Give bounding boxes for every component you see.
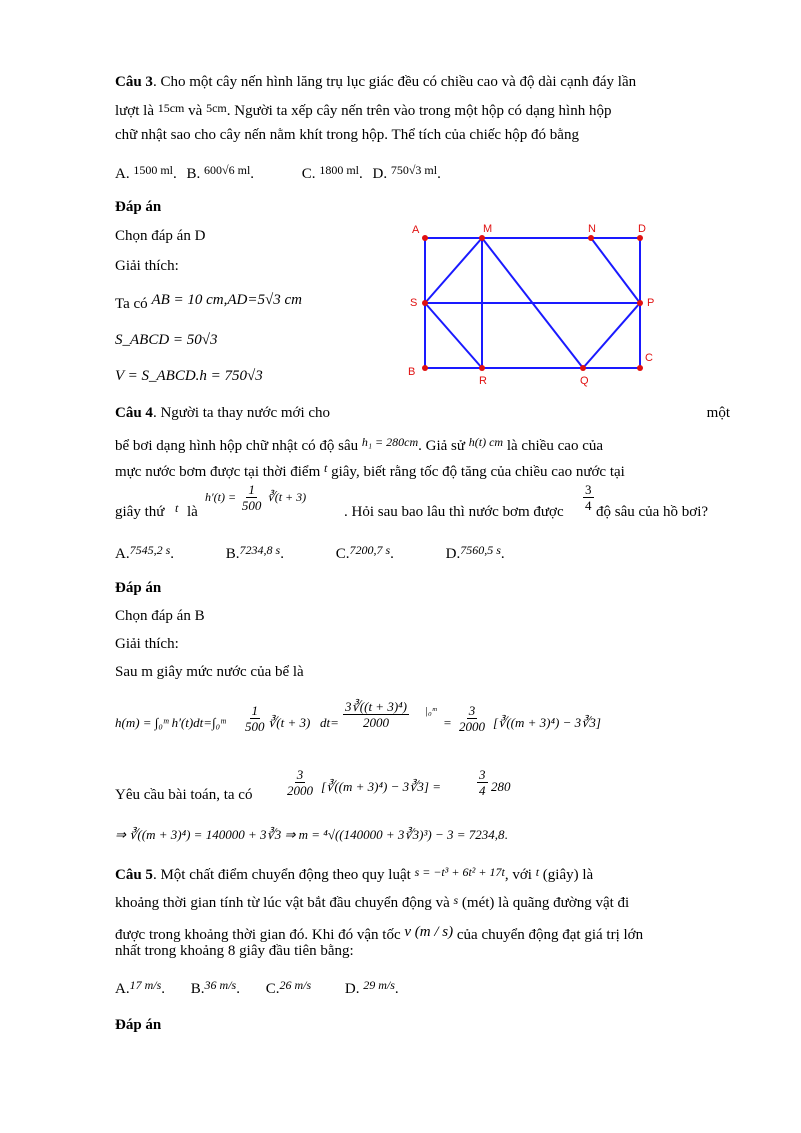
point-a: [422, 235, 428, 241]
q4-int-rhs: [∛((m + 3)⁴) − 3∛3]: [493, 715, 601, 730]
q4-option-d-label: D.: [445, 546, 461, 562]
q5-option-b: 36 m/s: [204, 978, 237, 992]
q4-int-bounds: |₀ᵐ: [425, 705, 437, 717]
q5-option-c-label: C.: [265, 981, 280, 997]
q4-option-c-label: C.: [335, 546, 350, 562]
segment-np: [591, 238, 640, 303]
q3-option-c-label: C.: [301, 166, 316, 182]
label-d: D: [638, 223, 646, 235]
q5-title: Câu 5: [115, 867, 153, 883]
q3-height: 15cm: [157, 101, 185, 115]
point-m: [479, 235, 485, 241]
q4-text-4d: độ sâu của hồ bơi?: [596, 504, 709, 520]
q4-req-frac-num: 3: [296, 767, 304, 782]
q4-text-4c: . Hỏi sau bao lâu thì nước bơm được: [344, 504, 564, 520]
q3-choose: Chọn đáp án D: [115, 228, 206, 244]
q4-int-mid: dt=: [320, 715, 339, 730]
q4-int-frac1-den: 500: [245, 719, 265, 734]
q4-req-frac: [285, 767, 315, 798]
q4-final-eq: ⇒ ∛((m + 3)⁴) = 140000 + 3∛3 ⇒ m = ⁴√((140000 + 3∛3)³) − 3 = 7234,8.: [115, 827, 508, 842]
q3-title: Câu 3: [115, 74, 153, 90]
q3-text-1: . Cho một cây nến hình lăng trụ lục giác đều có chiều cao và độ dài cạnh đáy lần: [152, 74, 637, 90]
q5-option-d-label: D.: [344, 981, 360, 997]
q3-text-2b: . Người ta xếp cây nến trên vào trong một hộp có dạng hình hộp: [226, 103, 612, 119]
point-n: [588, 235, 594, 241]
q4-hprime: h′(t) =: [205, 489, 237, 504]
q4-t-2: t: [175, 501, 179, 515]
q4-choose: Chọn đáp án B: [115, 608, 205, 624]
q3-eq2: S_ABCD = 50√3: [115, 332, 218, 348]
q3-option-a-label: A.: [115, 166, 130, 182]
q4-int-root: ∛(t + 3): [268, 715, 311, 730]
q3-eq3: V = S_ABCD.h = 750√3: [115, 368, 263, 384]
q4-option-a: 7545,2 s: [129, 543, 171, 557]
q4-int-frac1: [243, 703, 267, 734]
q3-option-c: 1800 ml: [319, 163, 359, 177]
q4-text-3a: mực nước bơm được tại thời điểm: [115, 464, 321, 480]
q4-t: t: [324, 461, 328, 475]
label-r: R: [479, 375, 487, 387]
q5-line2: [115, 890, 629, 913]
q3-line1: [115, 72, 730, 92]
q3-option-b-label: B.: [186, 166, 201, 182]
q3-ta-co: Ta có: [115, 296, 148, 312]
q4-int-frac1-num: 1: [251, 703, 258, 718]
q4-frac-den: 500: [241, 498, 262, 513]
q4-three-quarters: [583, 482, 594, 513]
q4-q-num: 3: [585, 482, 592, 497]
q4-int-frac3: [457, 703, 487, 734]
q5-option-b-label: B.: [190, 981, 205, 997]
q5-text-1a: . Một chất điểm chuyển động theo quy luật: [152, 867, 411, 883]
q4-frac-num: 1: [248, 482, 255, 497]
q5-line1: [115, 862, 593, 885]
q4-option-a-label: A.: [115, 546, 130, 562]
q4-int-frac3-den: 2000: [459, 719, 485, 734]
q4-root: ∛(t + 3): [267, 489, 307, 504]
label-q: Q: [580, 375, 589, 387]
q4-req-frac2-num: 3: [479, 767, 486, 782]
q4-text-2c: là chiều cao của: [506, 438, 604, 454]
q5-option-a: 17 m/s: [129, 978, 162, 992]
label-m: M: [483, 223, 493, 235]
q5-answer-heading: Đáp án: [115, 1017, 162, 1033]
q5-v: v (m / s): [404, 924, 454, 940]
q5-option-d: 29 m/s: [363, 978, 395, 992]
q4-frac: [240, 482, 264, 513]
q4-answer-heading: Đáp án: [115, 580, 162, 596]
q4-text-2a: bể bơi dạng hình hộp chữ nhật có độ sâu: [115, 438, 359, 454]
q5-text-3b: của chuyển động đạt giá trị lớn: [456, 927, 644, 943]
segment-qp: [583, 303, 640, 368]
q4-req: Yêu cầu bài toán, ta có: [115, 787, 253, 803]
point-d: [637, 235, 643, 241]
q4-option-b-label: B.: [225, 546, 240, 562]
q5-option-c: 26 m/s: [279, 978, 312, 992]
q5-text-2b: (mét) là quãng đường vật đi: [461, 895, 630, 911]
q4-option-c: 7200,7 s: [349, 543, 391, 557]
q5-text-3a: được trong khoảng thời gian đó. Khi đó vận tốc: [115, 927, 401, 943]
point-p: [637, 300, 643, 306]
q3-line3: [115, 125, 579, 145]
q3-line2: [115, 98, 611, 121]
q4-ht: h(t) cm: [468, 435, 504, 449]
q3-option-a: 1500 ml: [133, 163, 174, 177]
q5-text-1c: (giây) là: [542, 867, 594, 883]
q5-line4: nhất trong khoảng 8 giây đầu tiên bằng:: [115, 943, 354, 959]
rectangle-figure: [400, 215, 670, 390]
label-a: A: [412, 224, 420, 236]
label-p: P: [647, 297, 655, 309]
q5-text-2a: khoảng thời gian tính từ lúc vật bắt đầu chuyển động và: [115, 895, 450, 911]
segment-sm: [425, 238, 482, 303]
q3-option-d: 750√3 ml: [390, 163, 438, 177]
q3-answer-heading: Đáp án: [115, 199, 162, 215]
q3-option-d-label: D.: [372, 166, 388, 182]
q3-eq1-line: [115, 290, 302, 314]
q4-option-d: 7560,5 s: [460, 543, 501, 557]
q4-line1: [115, 403, 730, 423]
q4-text-1b: một: [706, 405, 730, 421]
q5-s: s: [453, 893, 459, 907]
q4-final-eq-text: ⇒ ∛((m + 3)⁴) = 140000 + 3∛3 ⇒ m = ⁴√((140000 + 3∛3)³) − 3 = 7234,8: [115, 827, 505, 842]
q4-text-2b: . Giả sử: [418, 438, 465, 454]
q3-option-b: 600√6 ml: [204, 163, 251, 177]
q4-int-lhs: h(m) = ∫₀ᵐ h′(t)dt=∫₀ᵐ: [115, 715, 226, 730]
q4-int-frac2: [343, 699, 409, 730]
q5-t: t: [535, 865, 540, 879]
q3-text-3: chữ nhật sao cho cây nến nằm khít trong hộp. Thể tích của chiếc hộp đó bằng: [115, 127, 579, 143]
q4-text-3b: giây, biết rằng tốc độ tăng của chiều cao nước tại: [331, 464, 625, 480]
point-c: [637, 365, 643, 371]
q4-req-frac-den: 2000: [287, 783, 313, 798]
q5-text-1b: , với: [504, 867, 532, 883]
q4-title: Câu 4: [115, 405, 153, 421]
label-b: B: [408, 366, 416, 378]
q4-int-frac2-den: 2000: [363, 715, 389, 730]
q3-explain: Giải thích:: [115, 258, 179, 274]
q5-law: s = −t³ + 6t² + 17t: [414, 865, 505, 879]
q4-q-den: 4: [585, 498, 592, 513]
q4-req-eq: [∛((m + 3)⁴) − 3∛3] =: [321, 779, 441, 794]
q3-and: và: [188, 103, 203, 119]
q4-req-frac2-den: 4: [479, 783, 486, 798]
q4-option-b: 7234,8 s: [239, 543, 281, 557]
q3-options: A. $^{1500 ml}$. B. $^{600√6 ml}$. C. $^{1800 ml}$. D. $^{750√3 ml}$.: [115, 163, 441, 182]
q3-edge: 5cm: [206, 101, 227, 115]
q4-line3: [115, 458, 625, 482]
q5-option-a-label: A.: [115, 981, 130, 997]
q4-text-4b: là: [187, 504, 198, 520]
q3-eq1: AB = 10 cm,AD=5√3 cm: [151, 292, 302, 308]
q4-explain: Giải thích:: [115, 636, 179, 652]
q4-depth: h₁ = 280cm: [361, 435, 419, 449]
label-n: N: [588, 223, 596, 235]
point-b: [422, 365, 428, 371]
q4-text-1a: . Người ta thay nước mới cho: [152, 405, 331, 421]
q3-text-2a: lượt là: [115, 103, 154, 119]
q5-options: A.$^{17 m/s}$. B.$^{36 m/s}$. C.$^{26 m/s}$ D. $^{29 m/s}$.: [115, 978, 399, 997]
point-q: [580, 365, 586, 371]
point-r: [479, 365, 485, 371]
q4-req-frac2: [477, 767, 488, 798]
q4-text-4a: giây thứ: [115, 504, 165, 520]
q4-after: Sau m giây mức nước của bể là: [115, 664, 304, 680]
q4-line2: [115, 432, 603, 456]
q4-req-280: 280: [491, 779, 511, 794]
point-s: [422, 300, 428, 306]
label-c: C: [645, 352, 653, 364]
q4-int-frac3-num: 3: [468, 703, 476, 718]
segment-sr: [425, 303, 482, 368]
q4-options: A.$^{7545,2 s}$. B.$^{7234,8 s}$. C.$^{7200,7 s}$. D.$^{7560,5 s}$.: [115, 543, 505, 562]
q4-int-frac2-num: 3∛((t + 3)⁴): [345, 699, 408, 714]
label-s: S: [410, 297, 418, 309]
